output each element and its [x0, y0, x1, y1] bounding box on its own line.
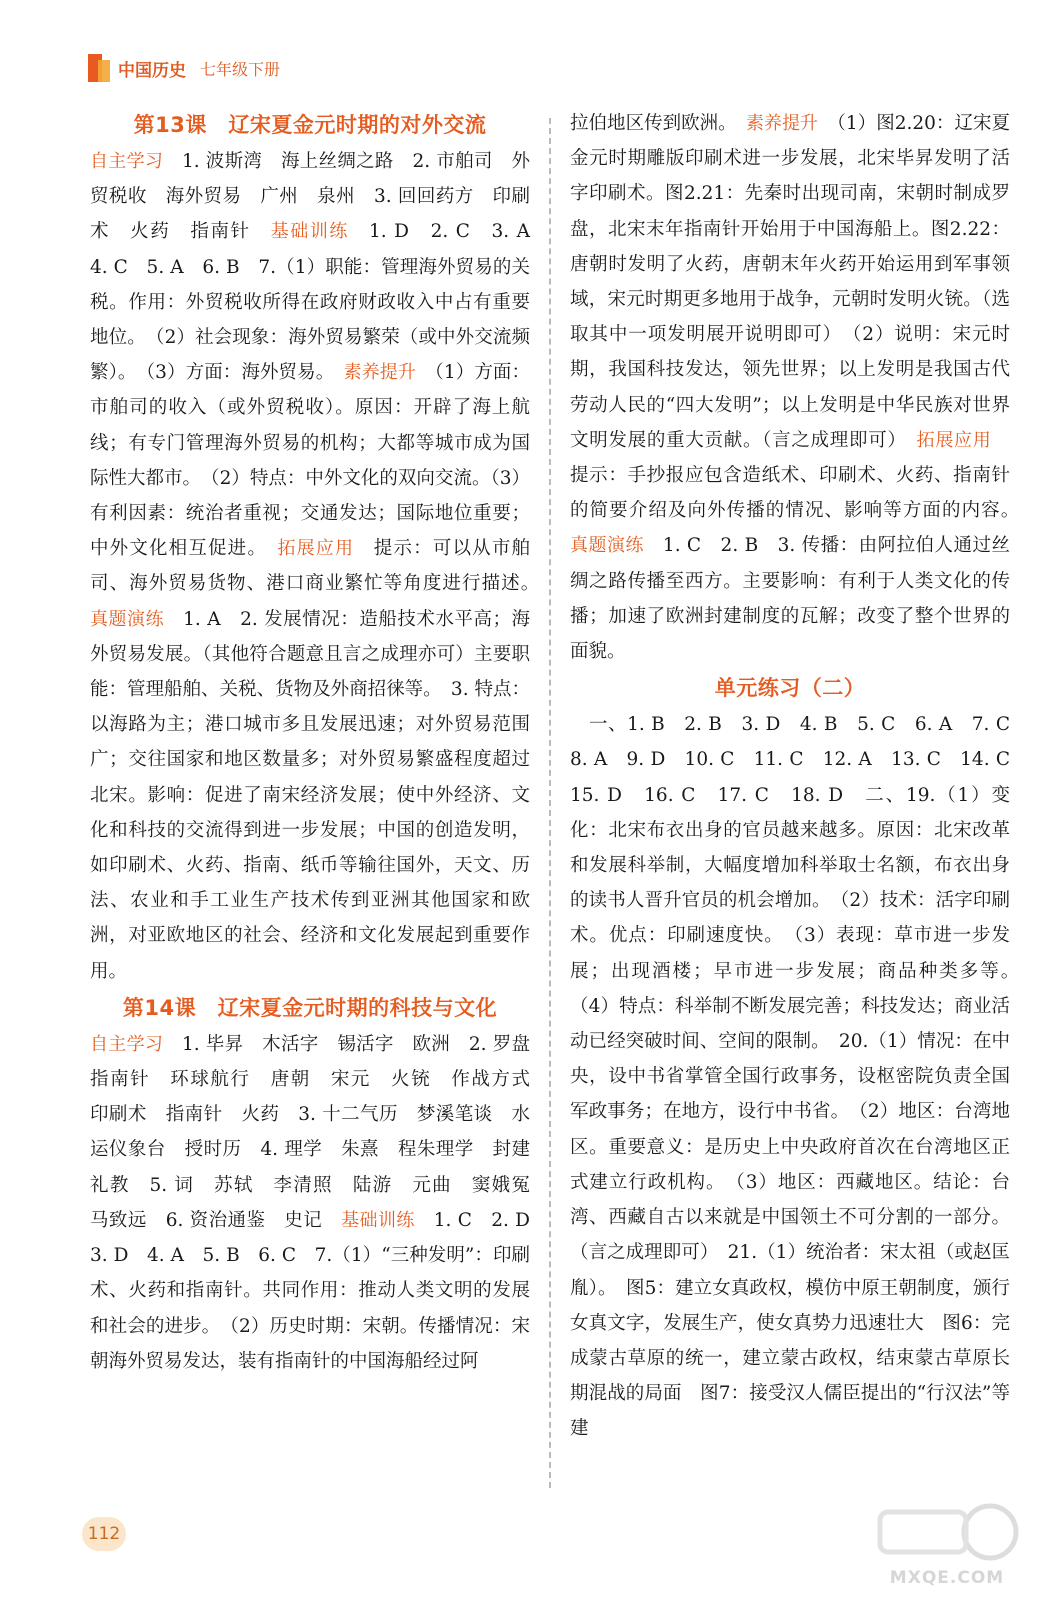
page-number: 112 — [82, 1517, 126, 1551]
lesson-14-answers-cont — [570, 106, 1029, 669]
answer-text: 1. C 2. D 3. D 4. A 5. B 6. C 7.（1）“三种发明”：印刷术、火药和指南针。共同作用：推动人类文明的发展和社会的进步。 （2）历史时期：宋朝。传播情况：宋朝海外贸易发达，装有指南针的中国海船经过阿 — [90, 1209, 549, 1372]
lesson-14-title: 第14课 辽宋夏金元时期的科技与文化 — [122, 995, 498, 1020]
book-logo-icon — [88, 54, 110, 82]
left-column — [90, 106, 549, 1379]
section-tag: 基础训练 — [270, 221, 349, 243]
watermark-logo-icon — [872, 1500, 1022, 1570]
answer-text: 1. 波斯湾 海上丝绸之路 2. 市舶司 外贸税收 海外贸易 广州 泉州 3. 回回药方 印刷术 火药 指南针 — [90, 151, 530, 243]
answer-text: 提示：手抄报应包含造纸术、印刷术、火药、指南针的简要介绍及向外传播的情况、影响等方面的内容。 — [570, 429, 1029, 522]
section-tag: 自主学习 — [90, 151, 164, 172]
answer-text: 1. A 2. 发展情况：造船技术水平高；海外贸易发展。（其他符合题意且言之成理亦可）主要职能：管理船舶、关税、货物及外商招徕等。 3. 特点：以海路为主；港口城市多且发展迅速；对外贸易范围广；交往国家和地区数量多；对外贸易繁盛程度超过北宋。影响：促进了南宋经济发展；使中外经济、文化和科技的交流得到进一步发展；中国的创造发明，如印刷术、火药、指南、纸币等输往国外，天文、历法、农业和手工业生产技术传到亚洲其他国家和欧洲，对亚欧地区的社会、经济和文化发展起到重要作用。 — [90, 608, 530, 982]
section-tag: 真题演练 — [90, 608, 165, 630]
page-header — [88, 52, 280, 84]
answer-text: （1）方面：市舶司的收入（或外贸税收）。原因：开辟了海上航线；有专门管理海外贸易的机构；大都等城市成为国际性大都市。 （2）特点：中外文化的双向交流。（3）有利因素：统治者重视；交通发达；国际地位重要；中外文化相互促进。 — [90, 362, 530, 560]
section-tag: 自主学习 — [90, 1033, 164, 1055]
section-tag: 真题演练 — [570, 535, 644, 557]
watermark-text: MXQE.COM — [889, 1568, 1005, 1588]
watermark — [872, 1500, 1022, 1590]
section-tag: 拓展应用 — [916, 429, 992, 451]
answer-text: 提示：可以从市舶司、海外贸易货物、港口商业繁忙等角度进行描述。 — [90, 538, 549, 595]
unit-practice-title: 单元练习（二） — [714, 676, 866, 701]
section-tag: 基础训练 — [341, 1209, 415, 1231]
section-tag: 素养提升 — [745, 113, 819, 134]
lesson-13-answers — [90, 144, 549, 989]
section-tag: 拓展应用 — [277, 538, 355, 560]
unit-practice-answers: 一、1. B 2. B 3. D 4. B 5. C 6. A 7. C 8. A 9. D 10. C 11. C 12. A 13. C 14. C 15. D 16. C 17. C 18. D 二、19.（1）变化：北宋布衣出身的官员越来越多。原因：北宋改革和发展科举制，大幅度增加科举取士名额，布衣出身的读书人晋升官员的机会增加。 （2）技术：活字印刷术。优点：印刷速度快。 （3）表现：草市进一步发展；出现酒楼；早市进一步发展；商品种类多等。 （4）特点：科举制不断发展完善；科技发达；商业活动已经突破时间、空间的限制。 20.（1）情况：在中央，设中书省掌管全国行政事务，设枢密院负责全国军政事务；在地方，设行中书省。 （2）地区：台湾地区。重要意义：是历史上中央政府首次在台湾地区正式建立行政机构。 （3）地区：西藏地区。结论：台湾、西藏自古以来就是中国领土不可分割的一部分。（言之成理即可） 21.（1）统治者：宋太祖（或赵匡胤）。 图5：建立女真政权，模仿中原王朝制度，颁行女真文字，发展生产，使女真势力迅速壮大 图6：完成蒙古草原的统一，建立蒙古政权，结束蒙古草原长期混战的局面 图7：接受汉人儒臣提出的“行汉法”等建 — [570, 714, 1029, 1440]
lesson-14-answers — [90, 1027, 549, 1379]
column-divider — [549, 118, 551, 1488]
answer-text: 拉伯地区传到欧洲。 — [570, 113, 746, 134]
section-tag: 素养提升 — [343, 362, 416, 384]
header-subject: 中国历史 — [118, 60, 186, 81]
answer-text: 1. C 2. B 3. 传播：由阿拉伯人通过丝绸之路传播至西方。主要影响：有利于人类文化的传播；加速了欧洲封建制度的瓦解；改变了整个世界的面貌。 — [570, 535, 1010, 663]
answer-text: （1）图2.20：辽宋夏金元时期雕版印刷术进一步发展，北宋毕昇发明了活字印刷术。图2.21：先秦时出现司南，宋朝时制成罗盘，北宋末年指南针开始用于中国海船上。图2.22：唐朝时发明了火药，唐朝末年火药开始运用到军事领域，宋元时期更多地用于战争，元朝时发明火铳。（选取其中一项发明展开说明即可） （2）说明：宋元时期，我国科技发达，领先世界；以上发明是我国古代劳动人民的“四大发明”；以上发明是中华民族对世界文明发展的重大贡献。（言之成理即可） — [570, 113, 1010, 451]
header-grade: 七年级下册 — [200, 59, 281, 79]
answer-text: 1. D 2. C 3. A 4. C 5. A 6. B 7.（1）职能：管理海外贸易的关税。作用：外贸税收所得在政府财政收入中占有重要地位。 （2）社会现象：海外贸易繁荣（或中外交流频繁）。 （3）方面：海外贸易。 — [90, 221, 549, 384]
right-column — [570, 106, 1029, 1447]
answer-text: 1. 毕昇 木活字 锡活字 欧洲 2. 罗盘 指南针 环球航行 唐朝 宋元 火铳 作战方式 印刷术 指南针 火药 3. 十二气历 梦溪笔谈 水运仪象台 授时历 4. 理学 朱熹 程朱理学 封建礼教 5. 词 苏轼 李清照 陆游 元曲 窦娥冤 马致远 6. 资治通鉴 史记 — [90, 1033, 549, 1231]
lesson-13-title: 第13课 辽宋夏金元时期的对外交流 — [133, 113, 487, 137]
